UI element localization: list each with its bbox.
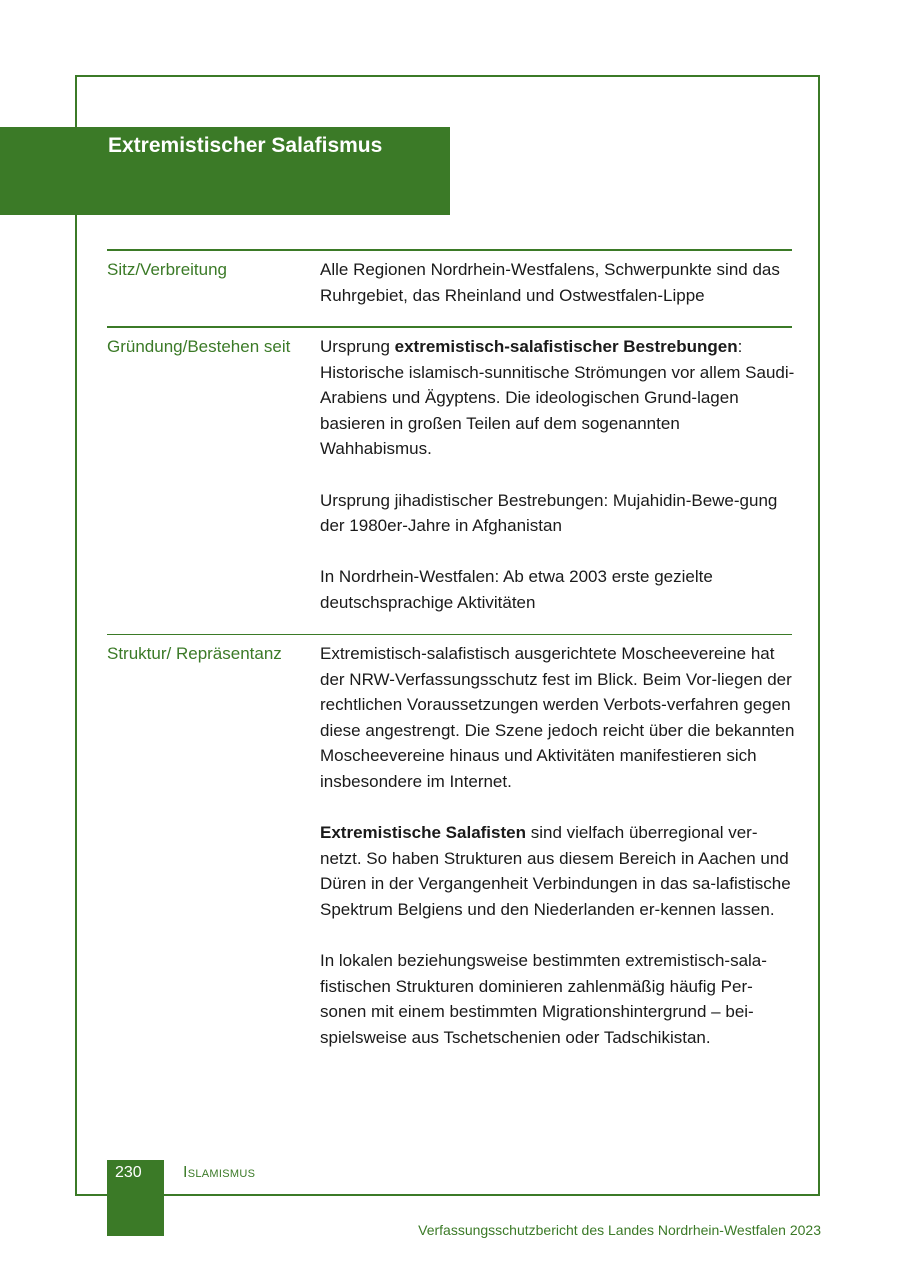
section-name: Islamismus [183, 1164, 256, 1181]
row-label: Gründung/Bestehen seit [107, 337, 291, 356]
row-label: Struktur/ Repräsentanz [107, 644, 282, 663]
paragraph: Ursprung jihadistischer Bestrebungen: Mujahidin-Bewe-gung der 1980er-Jahre in Afghanistan [320, 490, 778, 536]
paragraph: Extremistisch-salafistisch ausgerichtete Moscheevereine hat der NRW-Verfassungsschutz fest im Blick. Beim Vor-liegen der rechtlichen Voraussetzungen werden Verbots-verfahren gegen diese angestrengt. Die Szene jedoch reicht über die bekannten Moscheevereine hinaus und Aktivitäten manifestieren sich insbesondere im Internet. [320, 644, 795, 791]
table-row [107, 249, 792, 305]
paragraph: In lokalen beziehungsweise bestimmten extremistisch-sala-fistischen Strukturen dominieren zahlenmäßig häufig Per-sonen mit einem bestimmten Migrationshintergrund – bei-spielsweise aus Tschetschenien oder Tadschikistan. [320, 951, 767, 1047]
paragraph: Extremistische Salafisten sind vielfach überregional ver-netzt. So haben Strukturen aus diesem Bereich in Aachen und Düren in der Vergangenheit Verbindungen in das sa-lafistische Spektrum Belgiens und den Niederlanden er-kennen lassen. [320, 823, 791, 919]
paragraph: Ursprung extremistisch-salafistischer Bestrebungen: Historische islamisch-sunnitische Strömungen vor allem Saudi-Arabiens und Ägyptens. Die ideologischen Grund-lagen basieren in großen Teilen auf dem sogenannten Wahhabismus. [320, 337, 795, 459]
row-label: Sitz/Verbreitung [107, 260, 228, 279]
row-content [320, 334, 795, 616]
table-row [107, 634, 795, 1047]
page-title: Extremistischer Salafismus [108, 134, 383, 157]
paragraph: In Nordrhein-Westfalen: Ab etwa 2003 erste gezielte deutschsprachige Aktivitäten [320, 567, 713, 612]
row-content [320, 641, 795, 1051]
row-content [320, 257, 795, 308]
table-row [107, 326, 795, 612]
footer-text: Verfassungsschutzbericht des Landes Nordrhein-Westfalen 2023 [418, 1222, 821, 1238]
paragraph: Alle Regionen Nordrhein-Westfalens, Schwerpunkte sind das Ruhrgebiet, das Rheinland und Ostwestfalen-Lippe [320, 260, 780, 305]
page-number: 230 [115, 1164, 142, 1181]
